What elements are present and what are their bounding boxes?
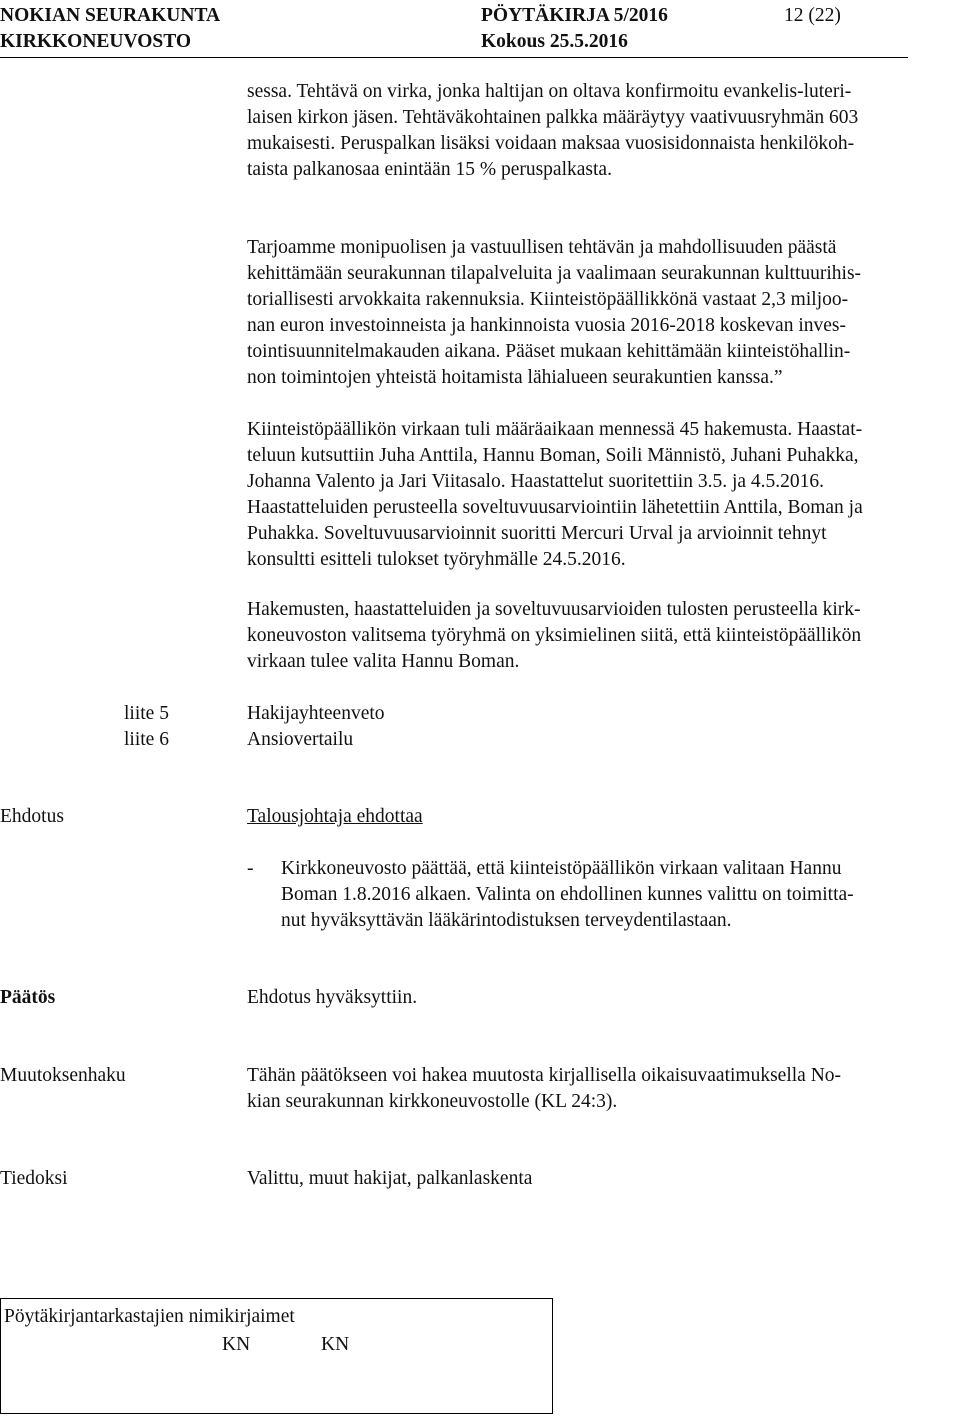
paragraph-applications [247, 417, 959, 573]
text-line: non toimintojen yhteistä hoitamista lähialueen seurakuntien kanssa.” [247, 367, 783, 388]
text-line: mukaisesti. Peruspalkan lisäksi voidaan maksaa vuosisidonnaista henkilökoh- [247, 133, 855, 154]
section-label-tiedoksi: Tiedoksi [0, 1168, 68, 1189]
text-line: Kirkkoneuvosto päättää, että kiinteistöpäällikön virkaan valitaan Hannu [281, 858, 842, 879]
header-document-title: PÖYTÄKIRJA 5/2016 [481, 5, 668, 26]
notification-recipients: Valittu, muut hakijat, palkanlaskenta [247, 1168, 533, 1189]
signature-box [0, 1298, 553, 1414]
text-line: virkaan tulee valita Hannu Boman. [247, 651, 520, 672]
text-line: Hakemusten, haastatteluiden ja soveltuvuusarvioiden tulosten perusteella kirk- [247, 599, 861, 620]
text-line: Kiinteistöpäällikön virkaan tuli määräaikaan mennessä 45 hakemusta. Haastat- [247, 419, 863, 440]
text-line: konsultti esitteli tulokset työryhmälle 24.5.2016. [247, 549, 626, 570]
paragraph-job-description [247, 79, 959, 183]
text-line: kian seurakunnan kirkkoneuvostolle (KL 24:3). [247, 1091, 618, 1112]
section-label-muutoksenhaku: Muutoksenhaku [0, 1065, 126, 1086]
list-dash: - [247, 858, 254, 879]
decision-text: Ehdotus hyväksyttiin. [247, 987, 418, 1008]
paragraph-conclusion [247, 597, 959, 675]
reviewer-initials-2: KN [321, 1334, 350, 1355]
text-line: Boman 1.8.2016 alkaen. Valinta on ehdollinen kunnes valittu on toimitta- [281, 884, 854, 905]
attachment-title: Ansiovertailu [247, 729, 354, 750]
attachment-label: liite 5 [124, 703, 169, 724]
text-line: Tarjoamme monipuolisen ja vastuullisen tehtävän ja mahdollisuuden päästä [247, 237, 837, 258]
attachment-label: liite 6 [124, 729, 169, 750]
paragraph-offer [247, 235, 959, 391]
header-meeting-date: Kokous 25.5.2016 [481, 31, 628, 52]
text-line: taista palkanosaa enintään 15 % peruspalkasta. [247, 159, 612, 180]
text-line: teluun kutsuttiin Juha Anttila, Hannu Boman, Soili Männistö, Juhani Puhakka, [247, 445, 859, 466]
text-line: toriallisesti arvokkaita rakennuksia. Kiinteistöpäällikkönä vastaat 2,3 miljoo- [247, 289, 849, 310]
proposal-heading: Talousjohtaja ehdottaa [247, 806, 423, 827]
text-line: tointisuunnitelmakauden aikana. Pääset mukaan kehittämään kiinteistöhallin- [247, 341, 851, 362]
text-line: koneuvoston valitsema työryhmä on yksimielinen siitä, että kiinteistöpäällikön [247, 625, 862, 646]
text-line: Puhakka. Soveltuvuusarvioinnit suoritti Mercuri Urval ja arvioinnit tehnyt [247, 523, 827, 544]
text-line: Haastatteluiden perusteella soveltuvuusarviointiin lähetettiin Anttila, Boman ja [247, 497, 863, 518]
text-line: Tähän päätökseen voi hakea muutosta kirjallisella oikaisuvaatimuksella No- [247, 1065, 842, 1086]
reviewer-initials-1: KN [222, 1334, 251, 1355]
header-body-name: KIRKKONEUVOSTO [0, 31, 192, 52]
text-line: sessa. Tehtävä on virka, jonka haltijan on oltava konfirmoitu evankelis-luteri- [247, 81, 852, 102]
signature-box-title: Pöytäkirjantarkastajien nimikirjaimet [4, 1306, 295, 1327]
section-label-ehdotus: Ehdotus [0, 806, 64, 827]
section-label-paatos: Päätös [0, 987, 56, 1008]
attachment-title: Hakijayhteenveto [247, 703, 385, 724]
proposal-text [281, 856, 959, 934]
text-line: nut hyväksyttävän lääkärintodistuksen terveydentilastaan. [281, 910, 732, 931]
appeal-text [247, 1063, 959, 1115]
text-line: Johanna Valento ja Jari Viitasalo. Haastattelut suoritettiin 3.5. ja 4.5.2016. [247, 471, 825, 492]
text-line: kehittämään seurakunnan tilapalveluita ja vaalimaan seurakunnan kulttuurihis- [247, 263, 862, 284]
header-page-number: 12 (22) [784, 5, 841, 26]
text-line: laisen kirkon jäsen. Tehtäväkohtainen palkka määräytyy vaativuusryhmän 603 [247, 107, 859, 128]
header-divider [0, 57, 908, 58]
text-line: nan euron investoinneista ja hankinnoista vuosia 2016-2018 koskevan inves- [247, 315, 846, 336]
header-org: NOKIAN SEURAKUNTA [0, 5, 221, 26]
